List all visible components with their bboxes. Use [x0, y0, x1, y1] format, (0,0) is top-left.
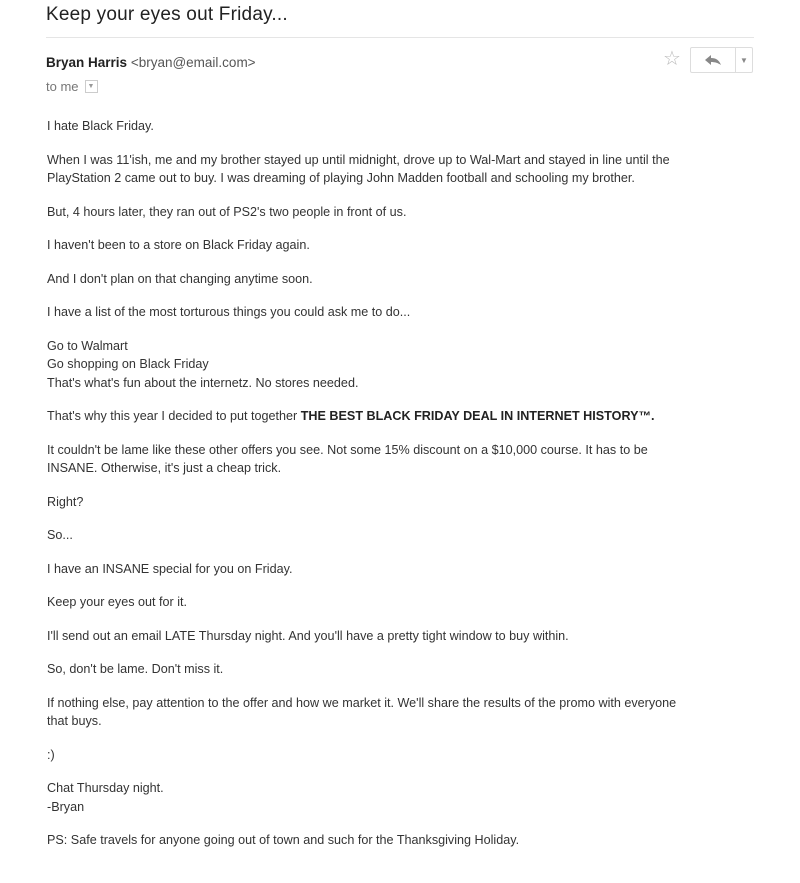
email-body	[47, 117, 697, 865]
body-paragraph: It couldn't be lame like these other offers you see. Not some 15% discount on a $10,000 course. It has to be INSANE. Otherwise, it's just a cheap trick.	[47, 442, 648, 475]
recipient-line	[46, 79, 98, 94]
sender-email: <bryan@email.com>	[130, 55, 256, 70]
more-options-button[interactable]	[736, 47, 753, 73]
body-paragraph: When I was 11'ish, me and my brother stayed up until midnight, drove up to Wal-Mart and stayed in line until the PlayStation 2 came out to buy. I was dreaming of playing John Madden football and schooling my brother.	[47, 152, 670, 185]
reply-button[interactable]	[690, 47, 736, 73]
signature	[47, 779, 697, 816]
body-paragraph: I'll send out an email LATE Thursday night. And you'll have a pretty tight window to buy within.	[47, 628, 569, 643]
list-item: Go to Walmart	[47, 338, 128, 353]
body-paragraph: Keep your eyes out for it.	[47, 595, 188, 609]
body-paragraph: I hate Black Friday.	[47, 119, 154, 133]
reply-button-group	[690, 47, 753, 73]
body-paragraph: Right?	[47, 494, 84, 509]
list-item: Go shopping on Black Friday	[47, 357, 209, 371]
deal-highlight-text: THE BEST BLACK FRIDAY DEAL IN INTERNET HISTORY™.	[300, 409, 655, 423]
postscript: PS: Safe travels for anyone going out of town and such for the Thanksgiving Holiday.	[47, 833, 520, 847]
chevron-down-icon: ▼	[740, 55, 748, 65]
sender-info	[46, 55, 256, 70]
body-paragraph: :)	[47, 747, 55, 762]
body-paragraph: So...	[47, 528, 73, 542]
body-paragraph: If nothing else, pay attention to the offer and how we market it. We'll share the results of the promo with everyone that buys.	[47, 695, 677, 728]
email-subject: Keep your eyes out Friday...	[46, 4, 288, 25]
signature-name: -Bryan	[47, 799, 85, 814]
body-list	[47, 337, 697, 393]
deal-intro-text: That's why this year I decided to put together	[47, 409, 301, 423]
body-paragraph: I have a list of the most torturous things you could ask me to do...	[47, 305, 411, 319]
body-paragraph	[47, 407, 697, 426]
body-paragraph: I haven't been to a store on Black Friday again.	[47, 238, 310, 252]
star-icon[interactable]: ☆	[663, 48, 681, 70]
recipient-label: to me	[46, 79, 79, 94]
body-paragraph: I have an INSANE special for you on Friday.	[47, 561, 293, 576]
body-paragraph: But, 4 hours later, they ran out of PS2's two people in front of us.	[47, 204, 407, 219]
signature-line: Chat Thursday night.	[47, 781, 164, 795]
sender-name[interactable]: Bryan Harris	[46, 55, 128, 70]
list-item: That's what's fun about the internetz. No stores needed.	[47, 375, 359, 390]
reply-icon	[704, 54, 722, 66]
header-divider	[46, 37, 754, 38]
body-paragraph: And I don't plan on that changing anytime soon.	[47, 271, 313, 286]
show-details-icon[interactable]: ▼	[85, 80, 98, 93]
body-paragraph: So, don't be lame. Don't miss it.	[47, 662, 224, 676]
